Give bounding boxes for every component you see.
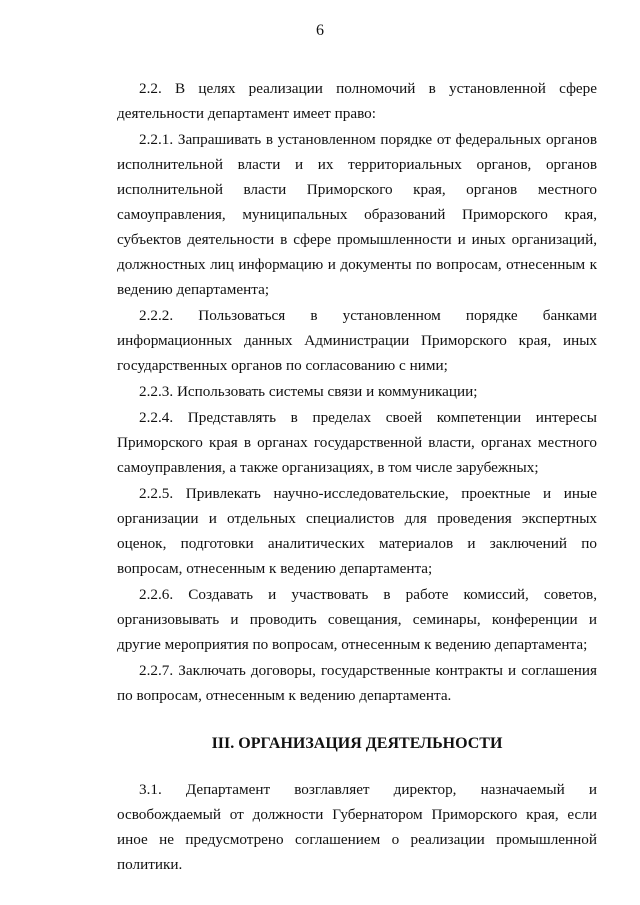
paragraph-3-1: 3.1. Департамент возглавляет директор, назначаемый и освобождаемый от должности Губернатором Приморского края, если иное не предусмотрено соглашением о реализации промышленной политики.: [117, 781, 597, 873]
paragraph-2-2-7: 2.2.7. Заключать договоры, государственные контракты и соглашения по вопросам, отнесенным к ведению департамента.: [117, 662, 597, 704]
paragraph-2-2-1: 2.2.1. Запрашивать в установленном порядке от федеральных органов исполнительной власти и их территориальных органов, органов исполнительной власти Приморского края, органов местного самоуправления, муниципальных образований Приморского края, субъектов деятельности в сфере промышленности и иных организаций, должностных лиц информацию и документы по вопросам, отнесенным к ведению департамента;: [117, 131, 597, 298]
section-spacer: [117, 709, 597, 735]
page-number: 6: [316, 22, 324, 39]
paragraph-2-2: 2.2. В целях реализации полномочий в установленной сфере деятельности департамент имеет право:: [117, 80, 597, 122]
section-spacer: [117, 753, 597, 777]
paragraph-2-2-3: 2.2.3. Использовать системы связи и коммуникации;: [139, 383, 478, 400]
paragraph-2-2-4: 2.2.4. Представлять в пределах своей компетенции интересы Приморского края в органах государственной власти, органах местного самоуправления, а также организациях, в том числе зарубежных;: [117, 409, 597, 476]
section-heading: III. ОРГАНИЗАЦИЯ ДЕЯТЕЛЬНОСТИ: [211, 735, 503, 752]
document-body: [117, 76, 597, 878]
paragraph-2-2-6: 2.2.6. Создавать и участвовать в работе комиссий, советов, организовывать и проводить совещания, семинары, конференции и другие мероприятия по вопросам, отнесенным к ведению департамента;: [117, 586, 597, 653]
paragraph-2-2-5: 2.2.5. Привлекать научно-исследовательские, проектные и иные организации и отдельных специалистов для проведения экспертных оценок, подготовки аналитических материалов и заключений по вопросам, отнесенным к ведению департамента;: [117, 485, 597, 577]
paragraph-2-2-2: 2.2.2. Пользоваться в установленном порядке банками информационных данных Администрации Приморского края, иных государственных органов по согласованию с ними;: [117, 307, 597, 374]
